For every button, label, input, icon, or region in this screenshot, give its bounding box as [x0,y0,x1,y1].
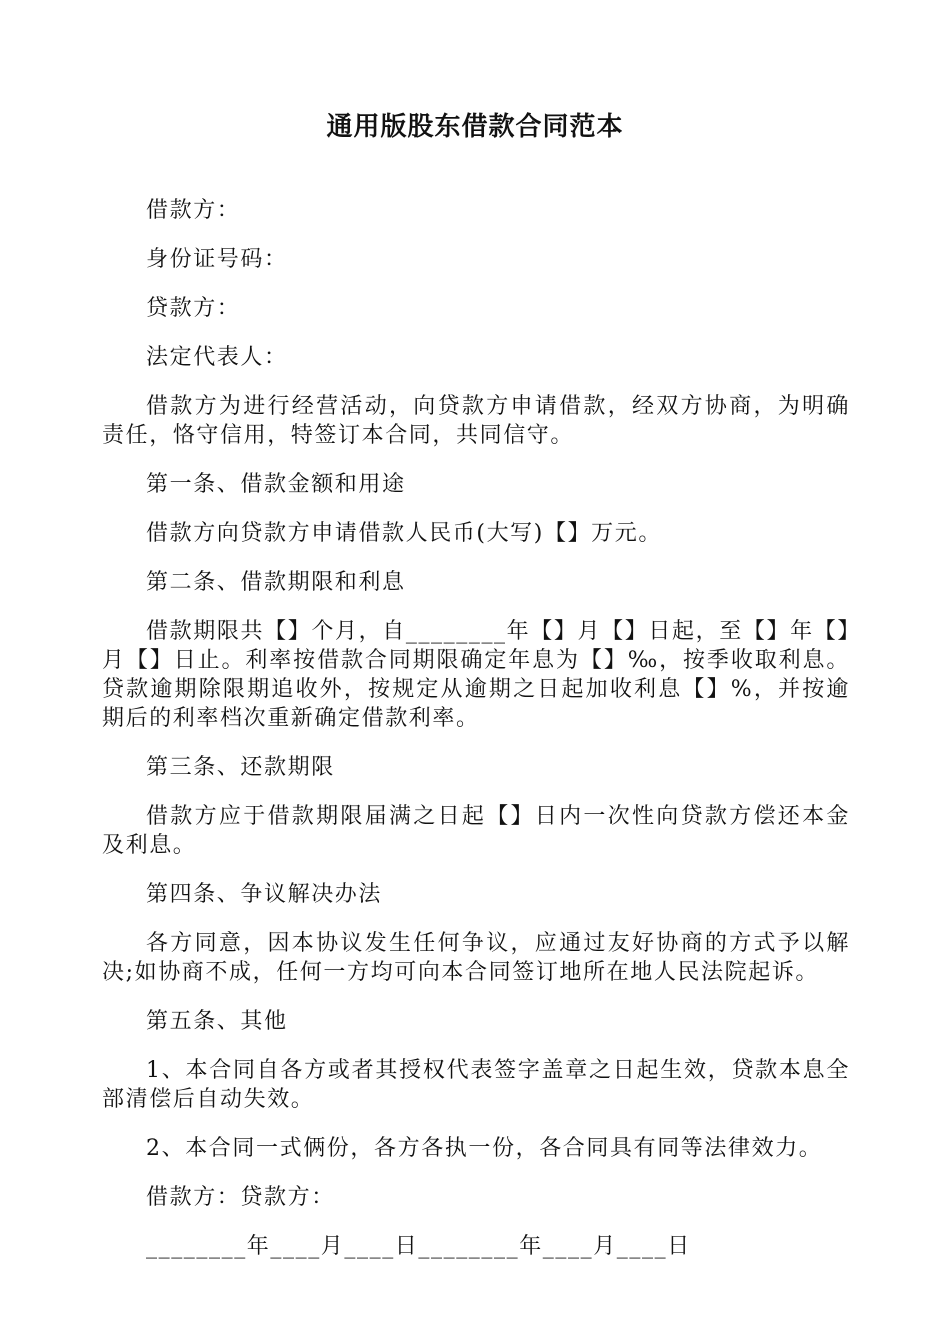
lender-line: 贷款方： [146,296,241,321]
borrower-line: 借款方： [146,198,241,223]
signature-date-line: ________年____月____日________年____月____日 [146,1234,691,1259]
article-5-heading: 第五条、其他 [146,1009,288,1034]
preamble-paragraph: 借款方为进行经营活动，向贷款方申请借款，经双方协商，为明确责任，恪守信用，特签订本合同，共同信守。 [102,394,850,448]
legal-representative-line: 法定代表人： [146,345,288,370]
article-5-item-2: 2、本合同一式俩份，各方各执一份，各合同具有同等法律效力。 [146,1136,823,1161]
article-4-text: 各方同意，因本协议发生任何争议，应通过友好协商的方式予以解决;如协商不成，任何一方均可向本合同签订地所在地人民法院起诉。 [102,931,850,985]
article-1-text: 借款方向贷款方申请借款人民币(大写)【】万元。 [146,521,662,546]
article-5-item-1: 1、本合同自各方或者其授权代表签字盖章之日起生效，贷款本息全部清偿后自动失效。 [102,1058,850,1112]
article-2-text: 借款期限共【】个月，自________年【】月【】日起，至【】年【】月【】日止。利率按借款合同期限确定年息为【】‰，按季收取利息。贷款逾期除限期追收外，按规定从逾期之日起加收利息【】%，并按逾期后的利率档次重新确定借款利率。 [102,619,850,731]
id-number-line: 身份证号码： [146,247,288,272]
article-2-heading: 第二条、借款期限和利息 [146,570,406,595]
article-4-heading: 第四条、争议解决办法 [146,882,383,907]
document-title: 通用版股东借款合同范本 [326,112,624,142]
document-body [102,196,850,1281]
signature-parties-line: 借款方：贷款方： [146,1185,335,1210]
article-1-heading: 第一条、借款金额和用途 [146,472,406,497]
article-3-heading: 第三条、还款期限 [146,755,335,780]
article-3-text: 借款方应于借款期限届满之日起【】日内一次性向贷款方偿还本金及利息。 [102,804,850,858]
